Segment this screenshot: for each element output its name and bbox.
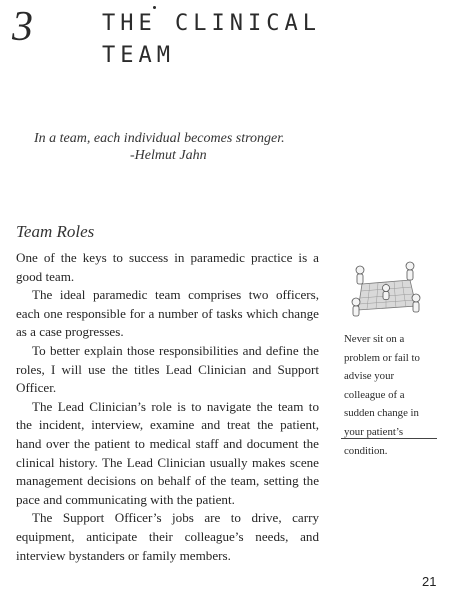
chapter-title-line-2: TEAM <box>102 43 175 68</box>
paragraph: To better explain those responsibilities and define the roles, I will use the titles Lead Clinician and Support Officer. <box>16 342 319 396</box>
paragraph: The Support Officer’s jobs are to drive, carry equipment, anticipate their colleague’s needs, and interview bystanders or family members. <box>16 510 319 563</box>
chapter-number: 3 <box>12 4 33 50</box>
paragraph: The Lead Clinician’s role is to navigate the team to the incident, interview, examine and treat the patient, hand over the patient to medical staff and document the clinical history. The Lead Clinician usually makes scene management decisions on behalf of the team, setting the pace and communicating with the patient. <box>16 398 319 507</box>
paragraph: One of the keys to success in paramedic practice is a good team. <box>16 250 319 284</box>
figures-holding-net-icon <box>350 258 422 320</box>
sidebar-divider <box>341 438 437 439</box>
sidebar-tip: Never sit on a problem or fail to advise your colleague of a sudden change in your patient’s condition. <box>344 333 420 457</box>
paragraph: The ideal paramedic team comprises two officers, each one responsible for a number of tasks which change as a case progresses. <box>16 287 319 340</box>
epigraph <box>34 130 334 164</box>
epigraph-quote: In a team, each individual becomes stronger. <box>34 131 285 146</box>
page-number: 21 <box>422 574 437 589</box>
body-text <box>16 249 319 565</box>
chapter-title <box>102 8 402 72</box>
epigraph-author: -Helmut Jahn <box>130 148 207 163</box>
section-heading: Team Roles <box>16 222 95 241</box>
chapter-title-line-1: THE CLINICAL <box>102 11 321 36</box>
